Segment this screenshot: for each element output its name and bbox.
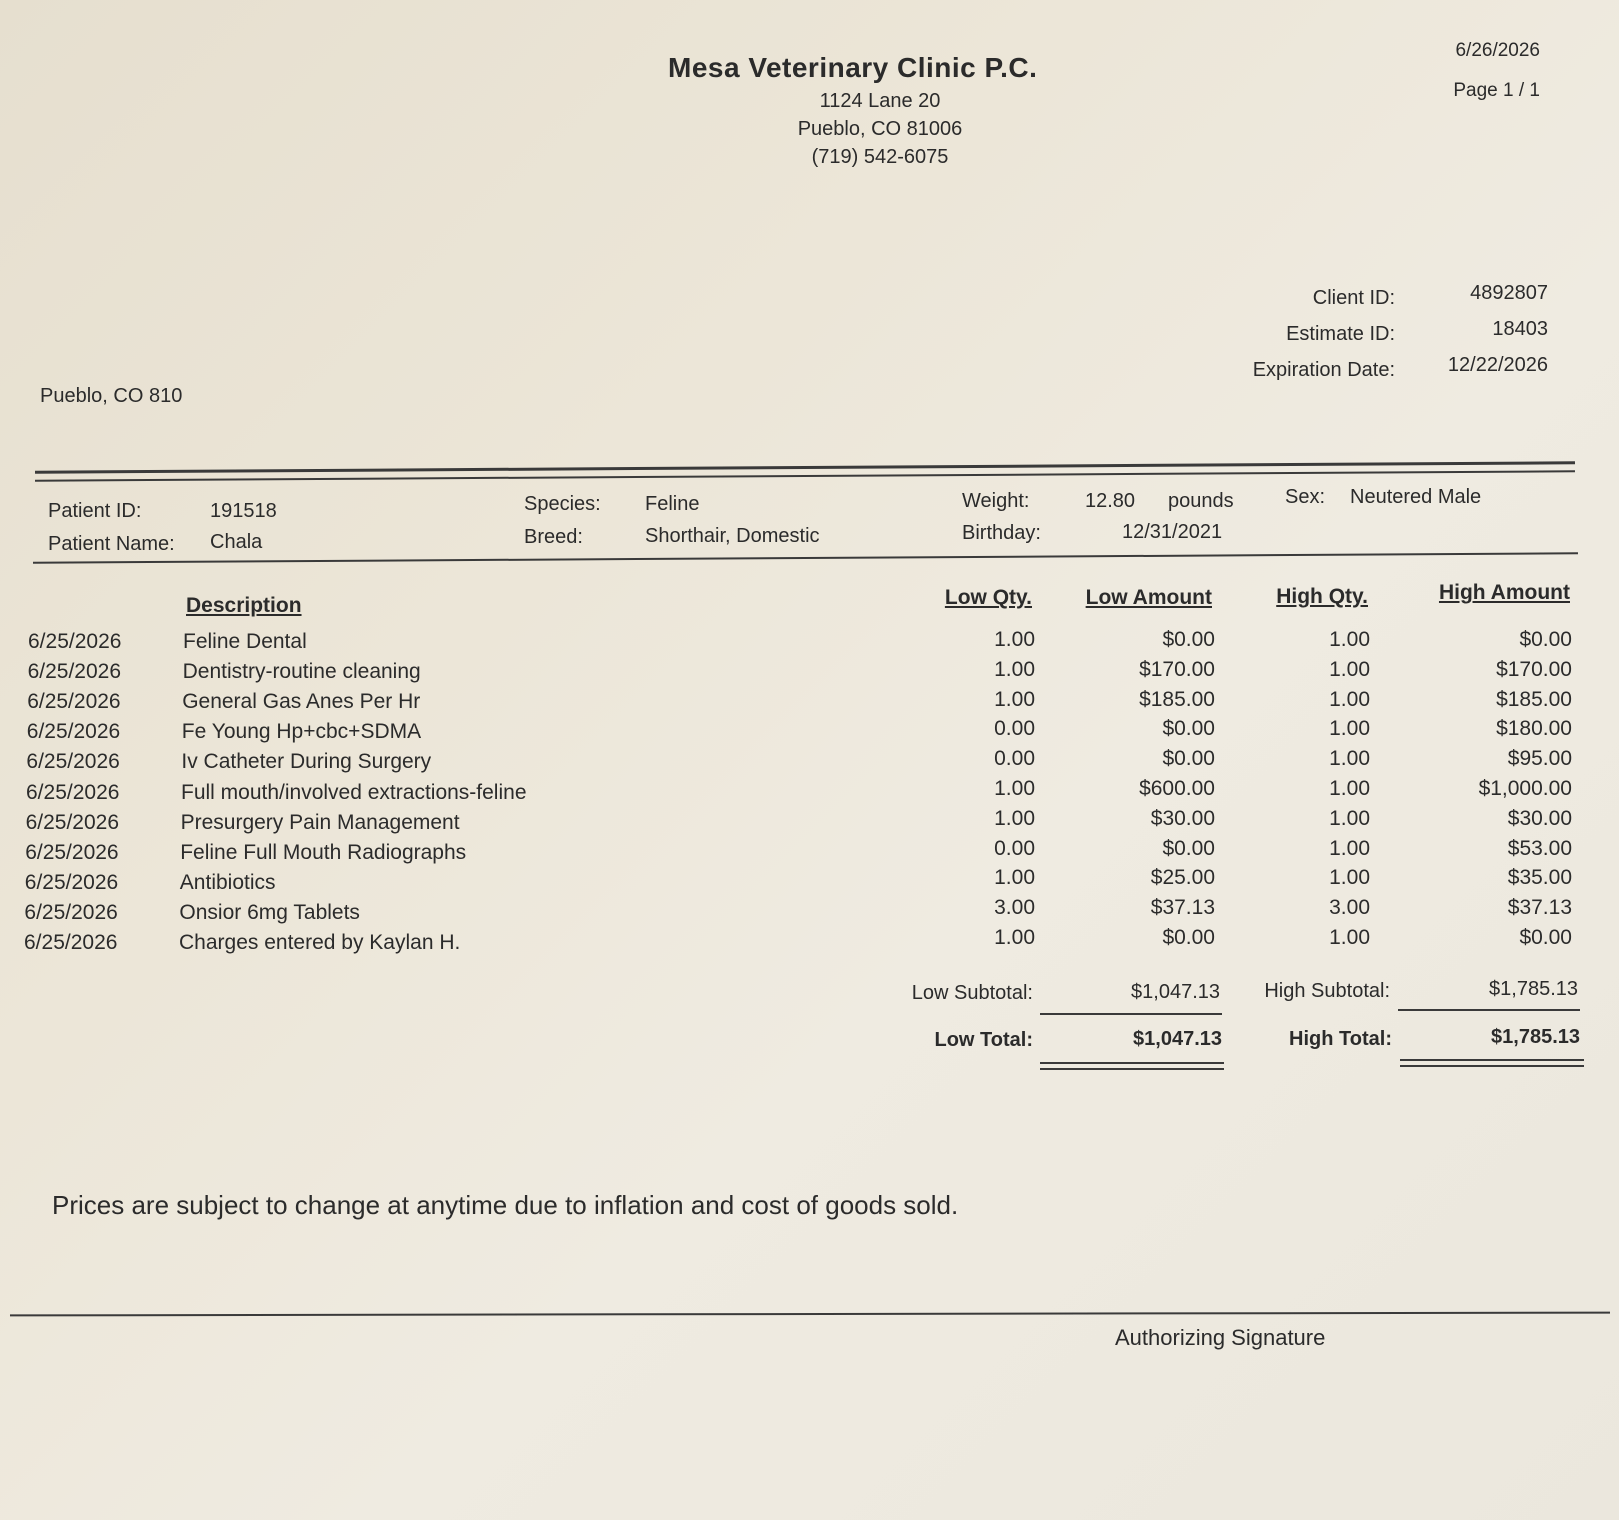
row-low-amount: $25.00 <box>1150 866 1215 890</box>
row-date: 6/25/2026 <box>24 900 118 924</box>
client-id-value: 4892807 <box>1470 282 1548 304</box>
row-low-qty: 1.00 <box>994 657 1035 681</box>
high-subtotal-underline <box>1398 1009 1580 1011</box>
row-high-qty: 1.00 <box>1329 926 1370 949</box>
row-high-amount: $0.00 <box>1519 926 1572 949</box>
low-subtotal-label: Low Subtotal: <box>911 982 1033 1004</box>
row-description: Full mouth/involved extractions-feline <box>181 780 527 804</box>
client-id-label: Client ID: <box>1312 287 1395 309</box>
row-date: 6/25/2026 <box>24 870 119 894</box>
header-low-qty: Low Qty. <box>944 586 1032 609</box>
birthday-value: 12/31/2021 <box>1122 521 1223 543</box>
row-high-qty: 1.00 <box>1329 717 1370 741</box>
row-high-amount: $170.00 <box>1496 657 1572 681</box>
row-date: 6/25/2026 <box>25 840 119 864</box>
row-description: Feline Full Mouth Radiographs <box>180 840 467 864</box>
high-total-label: High Total: <box>1289 1028 1392 1050</box>
signature-line <box>10 1312 1610 1317</box>
row-high-qty: 1.00 <box>1329 777 1370 800</box>
low-total-label: Low Total: <box>934 1029 1033 1051</box>
birthday-label: Birthday: <box>962 522 1041 544</box>
low-total-value: $1,047.13 <box>1133 1028 1222 1050</box>
row-high-amount: $185.00 <box>1496 687 1572 711</box>
header-high-amount: High Amount <box>1438 581 1570 604</box>
authorizing-signature-label: Authorizing Signature <box>1115 1325 1326 1350</box>
row-date: 6/25/2026 <box>26 750 120 774</box>
clinic-phone: (719) 542-6075 <box>811 146 949 168</box>
row-low-qty: 1.00 <box>994 866 1035 890</box>
species-value: Feline <box>645 493 700 515</box>
row-low-qty: 1.00 <box>994 926 1035 949</box>
row-high-qty: 1.00 <box>1329 657 1370 681</box>
row-date: 6/25/2026 <box>24 931 118 954</box>
row-high-qty: 1.00 <box>1329 687 1370 711</box>
row-high-qty: 1.00 <box>1329 628 1370 651</box>
row-low-qty: 1.00 <box>994 777 1035 800</box>
row-description: Presurgery Pain Management <box>180 810 460 834</box>
row-high-amount: $180.00 <box>1496 717 1572 741</box>
header-low-amount: Low Amount <box>1085 586 1212 609</box>
row-low-amount: $37.13 <box>1150 896 1215 920</box>
row-high-amount: $37.13 <box>1507 896 1572 920</box>
low-subtotal-underline <box>1040 1013 1222 1015</box>
row-low-amount: $0.00 <box>1162 926 1215 949</box>
patient-name-value: Chala <box>210 531 263 553</box>
patient-name-label: Patient Name: <box>48 533 175 555</box>
high-subtotal-label: High Subtotal: <box>1264 980 1390 1002</box>
patient-id-label: Patient ID: <box>48 500 142 522</box>
row-description: Onsior 6mg Tablets <box>179 900 360 924</box>
row-low-qty: 0.00 <box>994 836 1035 860</box>
row-high-qty: 1.00 <box>1329 806 1370 830</box>
row-description: Iv Catheter During Surgery <box>181 750 432 774</box>
row-low-qty: 1.00 <box>994 687 1035 711</box>
row-date: 6/25/2026 <box>26 780 120 804</box>
row-high-qty: 1.00 <box>1329 836 1370 860</box>
page-number: Page 1 / 1 <box>1453 80 1540 101</box>
row-description: Fe Young Hp+cbc+SDMA <box>181 720 422 744</box>
row-low-amount: $600.00 <box>1139 777 1215 800</box>
row-low-qty: 0.00 <box>994 717 1035 741</box>
row-description: Feline Dental <box>183 630 307 653</box>
row-high-amount: $95.00 <box>1507 747 1572 771</box>
low-total-double-underline-2 <box>1040 1068 1224 1070</box>
high-total-double-underline-2 <box>1400 1065 1584 1067</box>
estimate-id-label: Estimate ID: <box>1286 323 1395 345</box>
estimate-id-value: 18403 <box>1492 318 1548 340</box>
row-description: Antibiotics <box>179 870 276 894</box>
weight-unit: pounds <box>1168 490 1234 512</box>
high-total-double-underline-1 <box>1400 1059 1584 1061</box>
high-total-value: $1,785.13 <box>1491 1026 1580 1048</box>
sex-label: Sex: <box>1285 486 1326 508</box>
row-high-qty: 1.00 <box>1329 866 1370 890</box>
row-date: 6/25/2026 <box>28 630 122 653</box>
row-low-amount: $170.00 <box>1139 657 1215 681</box>
weight-label: Weight: <box>962 490 1030 512</box>
patient-bottom-rule <box>33 552 1578 563</box>
row-date: 6/25/2026 <box>26 720 121 744</box>
row-description: General Gas Anes Per Hr <box>182 690 421 714</box>
row-description: Dentistry-routine cleaning <box>182 660 421 684</box>
row-high-qty: 3.00 <box>1329 896 1370 920</box>
high-subtotal-value: $1,785.13 <box>1489 978 1578 1000</box>
row-date: 6/25/2026 <box>27 660 122 684</box>
print-date: 6/26/2026 <box>1455 40 1540 61</box>
breed-label: Breed: <box>524 526 583 548</box>
row-high-amount: $30.00 <box>1507 806 1572 830</box>
expiration-date-label: Expiration Date: <box>1252 359 1395 381</box>
row-date: 6/25/2026 <box>27 690 121 714</box>
sex-value: Neutered Male <box>1350 486 1482 508</box>
patient-id-value: 191518 <box>210 500 277 522</box>
row-low-amount: $30.00 <box>1150 806 1215 830</box>
row-low-qty: 1.00 <box>994 806 1035 830</box>
row-low-qty: 0.00 <box>994 747 1035 771</box>
row-low-amount: $185.00 <box>1139 687 1215 711</box>
price-disclaimer: Prices are subject to change at anytime due to inflation and cost of goods sold. <box>52 1190 959 1220</box>
row-high-amount: $1,000.00 <box>1478 777 1572 800</box>
row-low-amount: $0.00 <box>1162 747 1215 771</box>
expiration-date-value: 12/22/2026 <box>1447 354 1548 376</box>
header-description: Description <box>186 594 302 617</box>
row-low-qty: 1.00 <box>994 628 1035 651</box>
clinic-name: Mesa Veterinary Clinic P.C. <box>668 52 1038 83</box>
header-high-qty: High Qty. <box>1276 585 1368 608</box>
row-high-amount: $0.00 <box>1519 628 1572 651</box>
species-label: Species: <box>524 493 601 515</box>
row-low-qty: 3.00 <box>994 896 1035 920</box>
clinic-address-line1: 1124 Lane 20 <box>819 90 941 112</box>
low-subtotal-value: $1,047.13 <box>1131 981 1220 1003</box>
row-date: 6/25/2026 <box>25 810 120 834</box>
breed-value: Shorthair, Domestic <box>645 525 820 547</box>
weight-value: 12.80 <box>1085 490 1136 512</box>
row-high-amount: $53.00 <box>1507 836 1572 860</box>
low-total-double-underline-1 <box>1040 1062 1224 1064</box>
row-description: Charges entered by Kaylan H. <box>179 931 461 954</box>
row-high-amount: $35.00 <box>1507 866 1572 890</box>
client-address-fragment: Pueblo, CO 810 <box>40 385 183 407</box>
row-low-amount: $0.00 <box>1162 836 1215 860</box>
row-low-amount: $0.00 <box>1162 717 1215 741</box>
clinic-address-line2: Pueblo, CO 81006 <box>797 118 963 140</box>
row-high-qty: 1.00 <box>1329 747 1370 771</box>
row-low-amount: $0.00 <box>1162 628 1215 651</box>
